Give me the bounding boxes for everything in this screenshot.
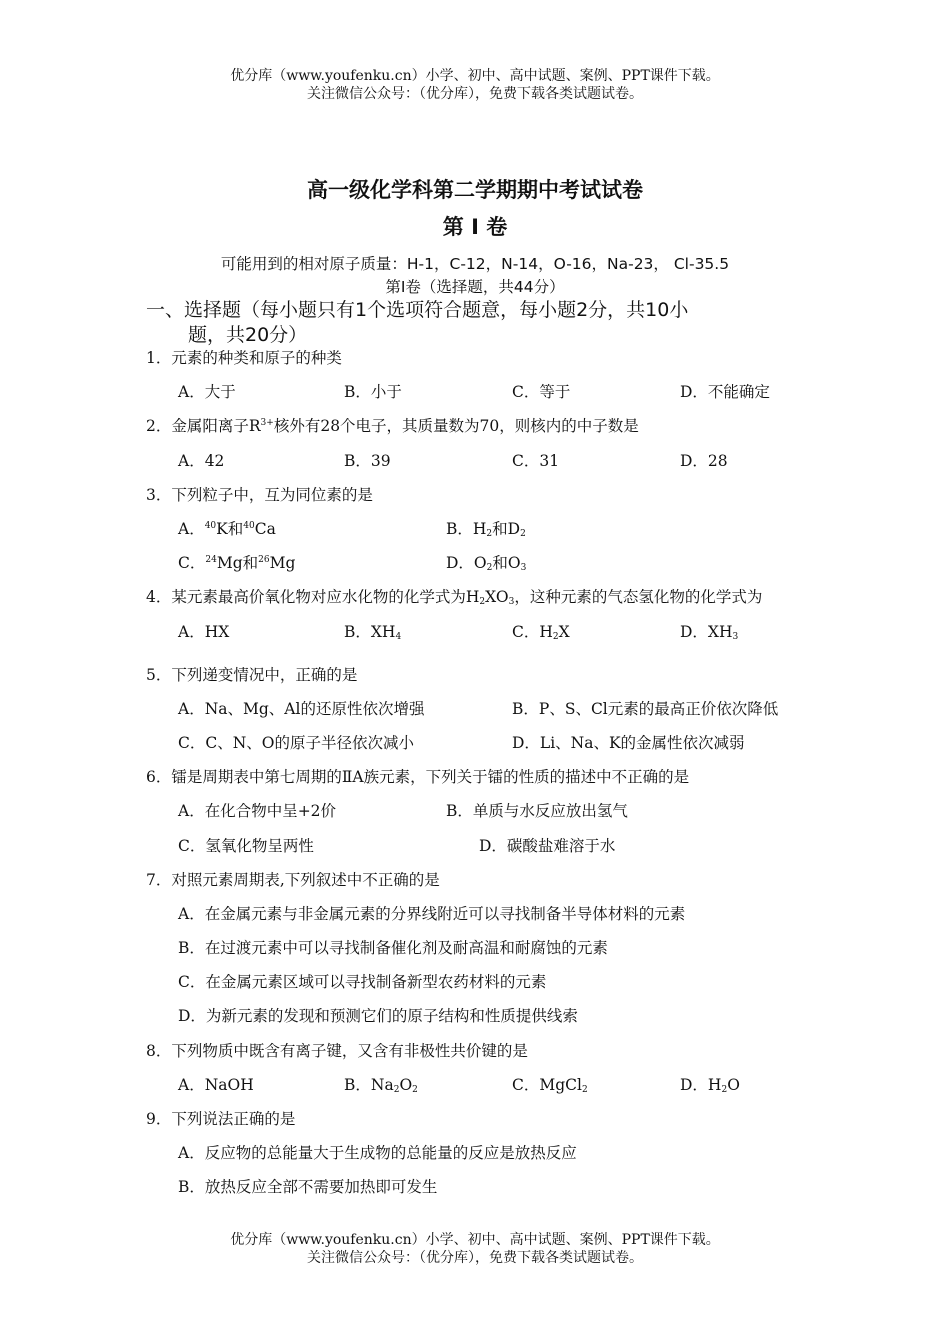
question-6-option-d: D．碳酸盐难溶于水 xyxy=(479,837,616,855)
question-7-option-d: D．为新元素的发现和预测它们的原子结构和性质提供线索 xyxy=(178,1007,578,1025)
exam-title: 高一级化学科第二学期期中考试试卷 xyxy=(307,178,643,202)
question-6-option-c: C．氢氧化物呈两性 xyxy=(178,837,314,855)
question-3-option-b: B．$H_2$和$D_2$ xyxy=(446,520,526,539)
question-5-option-a: A．Na、Mg、Al的还原性依次增强 xyxy=(178,700,425,718)
question-4-option-c: C．$H_2X$ xyxy=(512,623,570,642)
question-4-option-a: A．HX xyxy=(178,623,230,641)
question-8-option-c: C．MgCl$_2$ xyxy=(512,1076,588,1095)
question-7-option-a: A．在金属元素与非金属元素的分界线附近可以寻找制备半导体材料的元素 xyxy=(178,905,686,923)
question-1-option-d: D．不能确定 xyxy=(680,383,770,401)
volume-title: 第 I 卷 xyxy=(442,215,508,239)
question-4-option-d: D．$XH_3$ xyxy=(680,623,739,642)
question-5-option-c: C．C、N、O的原子半径依次减小 xyxy=(178,734,414,752)
question-4-option-b: B．$XH_4$ xyxy=(344,623,402,642)
question-3-stem: 3．下列粒子中，互为同位素的是 xyxy=(146,486,373,504)
question-3-option-c: C．$^{24}$Mg和$^{26}$Mg xyxy=(178,554,296,572)
header-line-2: 关注微信公众号：（优分库），免费下载各类试题试卷。 xyxy=(307,86,643,102)
section-heading-line-2: 题，共20分） xyxy=(188,324,308,346)
footer-line-2: 关注微信公众号：（优分库），免费下载各类试题试卷。 xyxy=(307,1250,643,1266)
page-footer xyxy=(0,1231,950,1267)
question-2-option-a: A．42 xyxy=(178,452,225,470)
part-label: 第Ⅰ卷（选择题，共44分） xyxy=(385,278,565,296)
question-8-stem: 8．下列物质中既含有离子键，又含有非极性共价键的是 xyxy=(146,1042,528,1060)
question-1-option-b: B．小于 xyxy=(344,383,402,401)
atomic-masses: 可能用到的相对原子质量：H-1，C-12，N-14，O-16，Na-23， Cl-35.5 xyxy=(220,255,730,273)
page-header xyxy=(0,67,950,103)
question-8-option-b: B．$Na_2O_2$ xyxy=(344,1076,418,1095)
question-7-option-b: B．在过渡元素中可以寻找制备催化剂及耐高温和耐腐蚀的元素 xyxy=(178,939,608,957)
section-heading-line-1: 一、选择题（每小题只有1个选项符合题意，每小题2分，共10小 xyxy=(146,299,689,321)
question-6-option-a: A．在化合物中呈+2价 xyxy=(178,802,337,820)
question-2-stem: 2．金属阳离子$R^{3+}$核外有28个电子，其质量数为70，则核内的中子数是 xyxy=(146,417,639,435)
question-7-stem: 7．对照元素周期表,下列叙述中不正确的是 xyxy=(146,871,440,889)
question-3-option-d: D．$O_2$和$O_3$ xyxy=(446,554,527,573)
question-6-option-b: B．单质与水反应放出氢气 xyxy=(446,802,628,820)
question-1-option-a: A．大于 xyxy=(178,383,236,401)
question-5-stem: 5．下列递变情况中，正确的是 xyxy=(146,666,358,684)
question-8-option-d: D．$H_2O$ xyxy=(680,1076,740,1095)
question-3-option-a: A．$^{40}$K和$^{40}$Ca xyxy=(178,520,276,538)
section-heading xyxy=(146,298,826,348)
question-2-option-d: D．28 xyxy=(680,452,728,470)
question-7-option-c: C．在金属元素区域可以寻找制备新型农药材料的元素 xyxy=(178,973,547,991)
question-8-option-a: A．NaOH xyxy=(178,1076,254,1094)
question-1-stem: 1．元素的种类和原子的种类 xyxy=(146,349,342,367)
question-1-option-c: C．等于 xyxy=(512,383,571,401)
footer-line-1: 优分库（www.youfenku.cn）小学、初中、高中试题、案例、PPT课件下载。 xyxy=(230,1232,720,1248)
question-5-option-b: B．P、S、Cl元素的最高正价依次降低 xyxy=(512,700,779,718)
question-9-stem: 9．下列说法正确的是 xyxy=(146,1110,296,1128)
question-9-option-a: A．反应物的总能量大于生成物的总能量的反应是放热反应 xyxy=(178,1144,577,1162)
question-4-stem: 4．某元素最高价氧化物对应水化物的化学式为$H_2XO_3$，这种元素的气态氢化物的化学式为 xyxy=(146,588,763,607)
question-2-option-b: B．39 xyxy=(344,452,391,470)
question-5-option-d: D．Li、Na、K的金属性依次减弱 xyxy=(512,734,745,752)
question-6-stem: 6．镭是周期表中第七周期的ⅡA族元素，下列关于镭的性质的描述中不正确的是 xyxy=(146,768,690,786)
header-line-1: 优分库（www.youfenku.cn）小学、初中、高中试题、案例、PPT课件下载。 xyxy=(230,68,720,84)
question-9-option-b: B．放热反应全部不需要加热即可发生 xyxy=(178,1178,438,1196)
question-2-option-c: C．31 xyxy=(512,452,560,470)
